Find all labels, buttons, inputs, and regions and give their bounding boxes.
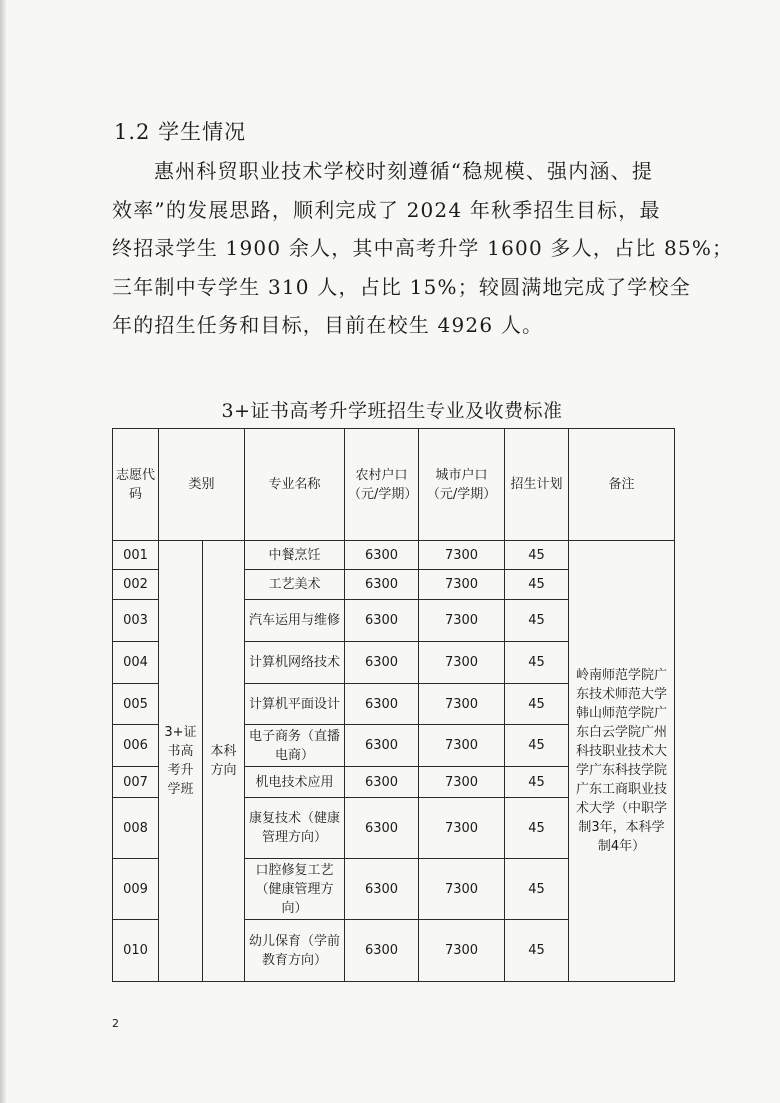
table-row — [113, 541, 675, 570]
plan-cell: 45 — [505, 798, 569, 859]
urban-fee-cell: 7300 — [419, 642, 505, 684]
code-cell: 007 — [113, 767, 159, 798]
rural-fee-cell: 6300 — [345, 642, 419, 684]
rural-fee-cell: 6300 — [345, 798, 419, 859]
urban-fee-cell: 7300 — [419, 859, 505, 920]
notes-cell: 岭南师范学院广东技术师范大学韩山师范学院广东白云学院广州科技职业技术大学广东科技学院广东工商职业技术大学（中职学制3年，本科学制4年） — [569, 541, 675, 982]
rural-fee-cell: 6300 — [345, 767, 419, 798]
plan-cell: 45 — [505, 767, 569, 798]
rural-fee-cell: 6300 — [345, 541, 419, 570]
header-notes: 备注 — [569, 429, 675, 541]
header-category: 类别 — [159, 429, 245, 541]
code-cell: 009 — [113, 859, 159, 920]
plan-cell: 45 — [505, 920, 569, 982]
header-plan: 招生计划 — [505, 429, 569, 541]
rural-fee-cell: 6300 — [345, 920, 419, 982]
table-header-row — [113, 429, 675, 541]
major-cell: 电子商务（直播电商） — [245, 725, 345, 767]
major-cell: 计算机平面设计 — [245, 684, 345, 725]
header-major: 专业名称 — [245, 429, 345, 541]
paragraph-line: 年的招生任务和目标，目前在校生 4926 人。 — [112, 313, 544, 337]
major-cell: 汽车运用与维修 — [245, 600, 345, 642]
urban-fee-cell: 7300 — [419, 684, 505, 725]
rural-fee-cell: 6300 — [345, 600, 419, 642]
code-cell: 010 — [113, 920, 159, 982]
urban-fee-cell: 7300 — [419, 798, 505, 859]
section-heading: 1.2 学生情况 — [114, 120, 247, 144]
code-cell: 006 — [113, 725, 159, 767]
plan-cell: 45 — [505, 684, 569, 725]
rural-fee-cell: 6300 — [345, 859, 419, 920]
rural-fee-cell: 6300 — [345, 570, 419, 600]
plan-cell: 45 — [505, 725, 569, 767]
category-sub-cell: 本科方向 — [203, 541, 245, 982]
table-title: 3+证书高考升学班招生专业及收费标准 — [221, 400, 563, 422]
urban-fee-cell: 7300 — [419, 600, 505, 642]
code-cell: 002 — [113, 570, 159, 600]
urban-fee-cell: 7300 — [419, 725, 505, 767]
paragraph-line: 终招录学生 1900 余人，其中高考升学 1600 多人，占比 85%； — [112, 236, 734, 260]
header-urban: 城市户口（元/学期） — [419, 429, 505, 541]
code-cell: 008 — [113, 798, 159, 859]
urban-fee-cell: 7300 — [419, 570, 505, 600]
header-code: 志愿代码 — [113, 429, 159, 541]
paragraph-line: 效率”的发展思路，顺利完成了 2024 年秋季招生目标，最 — [112, 197, 661, 222]
plan-cell: 45 — [505, 600, 569, 642]
page-number: 2 — [112, 1017, 119, 1030]
code-cell: 001 — [113, 541, 159, 570]
plan-cell: 45 — [505, 859, 569, 920]
fee-table — [112, 428, 675, 982]
plan-cell: 45 — [505, 642, 569, 684]
scan-page-edge — [0, 0, 6, 1103]
major-cell: 康复技术（健康管理方向） — [245, 798, 345, 859]
major-cell: 口腔修复工艺（健康管理方向） — [245, 859, 345, 920]
major-cell: 工艺美术 — [245, 570, 345, 600]
urban-fee-cell: 7300 — [419, 541, 505, 570]
plan-cell: 45 — [505, 541, 569, 570]
code-cell: 005 — [113, 684, 159, 725]
category-main-cell: 3+证书高考升学班 — [159, 541, 203, 982]
rural-fee-cell: 6300 — [345, 684, 419, 725]
major-cell: 机电技术应用 — [245, 767, 345, 798]
major-cell: 计算机网络技术 — [245, 642, 345, 684]
major-cell: 中餐烹饪 — [245, 541, 345, 570]
urban-fee-cell: 7300 — [419, 920, 505, 982]
code-cell: 004 — [113, 642, 159, 684]
header-rural: 农村户口（元/学期） — [345, 429, 419, 541]
urban-fee-cell: 7300 — [419, 767, 505, 798]
paragraph-line: 惠州科贸职业技术学校时刻遵循“稳规模、强内涵、提 — [154, 159, 654, 183]
rural-fee-cell: 6300 — [345, 725, 419, 767]
code-cell: 003 — [113, 600, 159, 642]
paragraph-line: 三年制中专学生 310 人，占比 15%；较圆满地完成了学校全 — [112, 274, 691, 299]
body-paragraph — [112, 152, 734, 345]
plan-cell: 45 — [505, 570, 569, 600]
major-cell: 幼儿保育（学前教育方向） — [245, 920, 345, 982]
